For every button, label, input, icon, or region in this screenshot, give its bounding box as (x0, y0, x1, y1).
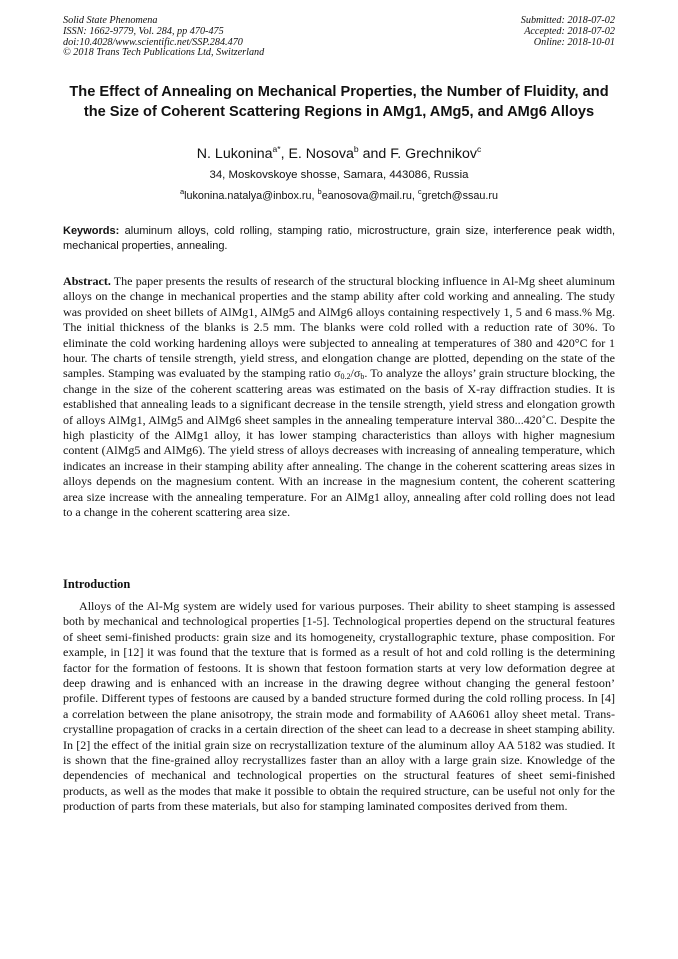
introduction-paragraph: Alloys of the Al-Mg system are widely used for various purposes. Their ability to sheet stamping is assessed both by mechanical and technological properties [1-5]. Technological properties depend on the structural features of sheet semi-finished products: grain size and its homogeneity, crystallographic texture, phase composition. For example, in [12] it was found that the texture that is formed as a result of hot and cold rolling is the determining factor for the formation of festoons. It is shown that festoon formation starts at very low deformation degree at deep drawing and is enhanced with an increase in the drawing degree without changing the general festoon’ profile. Different types of festoons are caused by a banded structure formed during the cold rolling process. In [4] a correlation between the plane anisotropy, the strain mode and formability of AA6061 alloy sheet metal. Trans-crystalline propagation of cracks in a certain direction of the sheet can lead to a decrease in sheet stamping ability. In [2] the effect of the initial grain size on recrystallization texture of the aluminum alloy AA 5182 was studied. It is shown that the fine-grained alloy recrystallizes faster than an alloy with a large grain size. Knowledge of the dependencies of mechanical and technological properties on the structural features of sheet semi-finished products, as well as the modes that make it possible to obtain the required structure, can be useful not only for the production of parts from these materials, but also for stamping laminated composites derived from them. (63, 599, 615, 814)
accepted-date: Accepted: 2018-07-02 (524, 25, 615, 37)
email-separator: , (411, 190, 418, 202)
author-name: N. Lukonina (196, 146, 273, 162)
abstract-paragraph (63, 274, 615, 521)
doi-line: doi:10.4028/www.scientific.net/SSP.284.470 (63, 36, 243, 48)
online-date: Online: 2018-10-01 (533, 36, 615, 48)
introduction-heading: Introduction (63, 577, 131, 591)
email-mark: c (417, 187, 422, 196)
email-mark: b (317, 187, 322, 196)
email-link[interactable]: gretch@ssau.ru (421, 190, 499, 202)
paper-title: The Effect of Annealing on Mechanical Properties, the Number of Fluidity, and the Size of Coherent Scattering Regions in AMg1, AMg5, and AMg6 Alloys (69, 84, 609, 120)
abstract-subscript: b (360, 372, 365, 382)
abstract-text: . To analyze the alloys’ grain structure blocking, the change in the size of the coherent scattering areas was estimated on the basis of X-ray diffraction studies. It is established that annealing leads to a significant decrease in the tensile strength, yield stress and elongation growth of alloys AlMg1, AlMg5 and AlMg6 sheet samples in the annealing temperature interval 380...420˚C. Despite the high plasticity of the AlMg1 alloy, it has lower stamping characteristics than alloys with higher magnesium content (AlMg5 and AlMg6). The yield stress of alloys decreases with increasing of annealing temperature, which indicates an increase in their stamping ability after annealing. The change in the coherent scattering areas sizes in alloys depends on the magnesium content. With an increase in the magnesium content, the coherent scattering area size increase with the annealing temperature. For an AlMg1 alloy, annealing after cold rolling does not lead to a change in the coherent scattering area size. (63, 366, 615, 520)
journal-name: Solid State Phenomena (63, 15, 158, 26)
affiliation-address: 34, Moskovskoye shosse, Samara, 443086, Russia (209, 169, 469, 181)
copyright-line: © 2018 Trans Tech Publications Ltd, Switzerland (63, 47, 265, 59)
issn-line: ISSN: 1662-9779, Vol. 284, pp 470-475 (63, 25, 224, 37)
email-link[interactable]: lukonina.natalya@inbox.ru (184, 190, 312, 202)
author-separator: and (358, 146, 391, 162)
journal-header (63, 16, 264, 59)
affiliation-mark: b (353, 144, 359, 154)
abstract-text: /σ (350, 366, 361, 381)
abstract-text: The paper presents the results of research of the structural blocking influence in Al-Mg sheet aluminum alloys on the change in mechanical properties and the stamp ability after cold working and annealing. The study was provided on sheet billets of AlMg1, AlMg5 and AlMg6 alloys containing respectively 1, 5 and 6 mass.% Mg. The initial thickness of the blanks is 2.5 mm. The blanks were cold rolled with a reduction rate of 30%. To eliminate the cold working hardening alloys were subjected to annealing at temperatures of 380 and 420°C for 1 hour. The charts of tensile strength, yield stress, and elongation change are plotted, depending on the state of the samples. Stamping was evaluated by the stamping ratio σ (63, 274, 615, 381)
keywords-paragraph (63, 224, 615, 253)
email-mark: a (179, 187, 185, 196)
author-name: E. Nosova (288, 146, 354, 162)
abstract-label: Abstract. (63, 274, 111, 288)
email-link[interactable]: eanosova@mail.ru (321, 190, 412, 202)
keywords-label: Keywords: (63, 225, 120, 237)
affiliation-mark: a* (272, 144, 281, 154)
keywords-text: aluminum alloys, cold rolling, stamping ratio, microstructure, grain size, interference peak width, mechanical properties, annealing. (63, 225, 615, 252)
email-separator: , (311, 190, 318, 202)
abstract-subscript: 0.2 (340, 372, 351, 382)
author-name: F. Grechnikov (390, 146, 477, 162)
submitted-date: Submitted: 2018-07-02 (520, 15, 615, 26)
affiliation-mark: c (476, 144, 482, 154)
author-separator: , (280, 146, 289, 162)
author-emails (63, 189, 615, 203)
author-list (63, 145, 615, 163)
dates-header (521, 16, 615, 48)
